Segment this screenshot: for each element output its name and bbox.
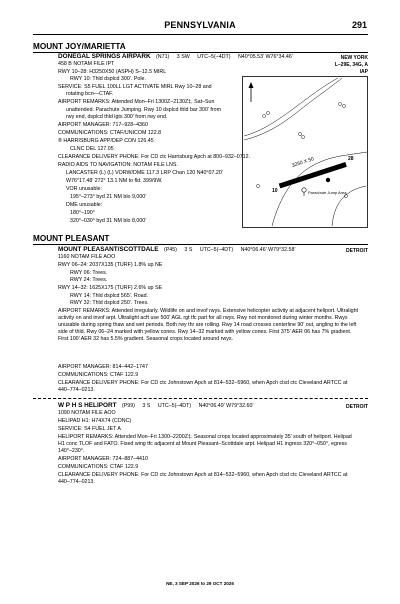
tree-icons xyxy=(256,102,347,197)
airport-distance: 3 S xyxy=(184,247,193,253)
chart-ref-ny: NEW YORK xyxy=(340,55,368,61)
airport-elev-line: 1090 NOTAM FILE AOO xyxy=(58,410,116,416)
runway-24-line: RWY 24: Trees. xyxy=(70,277,108,283)
runway-line-14-32: RWY 14–32: 1625X175 (TURF) 2.6% up SE xyxy=(58,285,163,291)
approach-line: ® HARRISBURG APP/DEP CON 126.45 xyxy=(58,138,154,144)
runway-06-line: RWY 06: Trees. xyxy=(70,270,108,276)
airport-coords: N40°05.53’ W76°34.46’ xyxy=(237,54,293,60)
airport-distance: 3 SW xyxy=(176,54,190,60)
airport-utc: UTC–5(–4DT) xyxy=(199,247,234,253)
remarks-line-2: unattended. Parachute Jumping. Rwy 10 dsplcd thld bar 300’ from xyxy=(66,107,221,113)
remarks-line-3: rwy end, dsplcd thld lgts 300’ from rwy end. xyxy=(66,114,168,120)
footer-effective-dates: NE, 3 SEP 2026 to 29 OCT 2026 xyxy=(166,581,234,586)
vor-unusable-1: 195°–273° byd 21 NM blo 9,000’ xyxy=(70,194,147,200)
rotating-beacon-icon xyxy=(326,178,330,182)
section-heading-mount-pleasant: MOUNT PLEASANT xyxy=(33,234,110,243)
chart-ref-iap: IAP xyxy=(359,69,368,75)
runway-dimension-label: 3250 X 50 xyxy=(291,156,315,169)
airport-elev-line: 1160 NOTAM FILE AOO xyxy=(58,254,116,260)
dme-unusable-2: 320°–030° byd 31 NM blo 8,000’ xyxy=(70,218,147,224)
manager-line: AIRPORT MANAGER: 814–442–1747 xyxy=(58,364,148,370)
dme-unusable-label: DME unusable: xyxy=(66,202,103,208)
helipad-line: HELIPAD H1: H74X74 (CONC) xyxy=(58,418,132,424)
parachute-jump-icon xyxy=(302,188,306,196)
airport-ident: (P99) xyxy=(121,403,135,409)
runway-14-line: RWY 14: Thld dsplcd 565’. Road. xyxy=(70,293,149,299)
chart-ref-l: L–29E, 34G, A xyxy=(334,62,368,68)
heliport-remarks-paragraph: HELIPORT REMARKS: Attended Mon–Fri 1300–2200Z‡. Seasonal crops located approximately 35’ south of heliport. Helipad H1 conc TLOF and FATO. Fixed wing tfc adjacent at Mount Pleasant–Scottdale arpt. Helipad H1 ingress 320°–050°, egress 140°–230°. xyxy=(58,434,352,454)
vortac-line-2: W76°17.48’ 272° 13.1 NM to fld. 399/9W. xyxy=(66,178,163,184)
airport-coords: N40°06.46’ W79°32.58’ xyxy=(240,247,296,253)
runway-end-10: 10 xyxy=(272,188,278,194)
airport-name: W P H S HELIPORT xyxy=(58,402,117,409)
service-line-2: rotating bcn—CTAF. xyxy=(66,91,114,97)
airport-ident: (N71) xyxy=(156,54,170,60)
clearance-line: CLEARANCE DELIVERY PHONE: For CD ctc Harrisburg Apch at 800–932–0712. xyxy=(58,154,251,160)
remarks-paragraph: AIRPORT REMARKS: Attended irregularly. Wildlife on and invof rwys. Extensive helicopter activity at adjacent heliport. Ultralight activity on and invof arpt. Ultralight acft use 500’ AGL rgt tfc part for all rwys. Rwy not monitored during winter months. Rwys unusable during spring thaw and wet periods. Both rwy thr are rolling. Rwy 14 road crosses centerline 90’ out, angling to the left side of thld. Rwy 06–24 marked with yellow cones. Rwy 14–32 marked with yellow cones. First 375’ AER 06 has 7% gradient. First 100’ AER 32 has 5.5% gradient. Seasonal crops located around rwys. xyxy=(58,308,358,342)
header-rule xyxy=(33,34,368,35)
chart-ref-detroit: DETROIT xyxy=(346,248,368,254)
page-number: 291 xyxy=(351,20,367,30)
diagram-frame xyxy=(243,77,368,228)
comms-line: COMMUNICATIONS: CTAF 122.9 xyxy=(58,372,139,378)
runway-32-line: RWY 32: Thld dsplcd 250’. Trees. xyxy=(70,300,149,306)
chart-ref-detroit: DETROIT xyxy=(346,404,368,410)
airport-diagram xyxy=(242,76,368,228)
service-line: SERVICE: S4 FUEL JET A xyxy=(58,426,121,432)
section-rule xyxy=(33,244,368,245)
diagram-road-3 xyxy=(272,152,367,226)
runway-line: RWY 10–28: H3250X50 (ASPH) S–12.5 MIRL xyxy=(58,69,167,75)
north-arrow-icon xyxy=(249,82,254,102)
remarks-line-1: AIRPORT REMARKS: Attended Mon–Fri 1300Z–2130Z‡, Sat–Sun xyxy=(58,99,215,105)
airport-coords: N40°06.49’ W79°32.60’ xyxy=(198,403,254,409)
dme-unusable-1: 180°–190° xyxy=(70,210,95,216)
airport-utc: UTC–5(–4DT) xyxy=(197,54,231,60)
airport-elev-line: 458 B NOTAM FILE IPT xyxy=(58,61,115,67)
service-line: SERVICE: S5 FUEL 100LL LGT ACTIVATE MIRL Rwy 10–28 and xyxy=(58,84,212,90)
clnc-del-line: CLNC DEL 127.05 xyxy=(70,146,114,152)
clearance-paragraph: CLEARANCE DELIVERY PHONE: For CD ctc Johnstown Apch at 814–532–5960, when Apch clsd ctc Cleveland ARTCC at 440–774–0213. xyxy=(58,472,348,485)
diagram-road-1 xyxy=(244,78,338,136)
comms-line: COMMUNICATIONS: CTAF 122.9 xyxy=(58,464,139,470)
runway-end-28: 28 xyxy=(348,156,354,162)
vor-unusable-label: VOR unusable: xyxy=(66,186,102,192)
runway-10-28 xyxy=(279,162,347,188)
airport-utc: UTC–5(–4DT) xyxy=(157,403,192,409)
comms-line: COMMUNICATIONS: CTAF/UNICOM 122.8 xyxy=(58,130,162,136)
runway-line-06-24: RWY 06–24: 2037X135 (TURF) 1.8% up NE xyxy=(58,262,163,268)
clearance-paragraph: CLEARANCE DELIVERY PHONE: For CD ctc Johnstown Apch at 814–532–5960, when Apch clsd ctc Cleveland ARTCC at 440–774–0213. xyxy=(58,380,348,393)
jump-area-label: Parachute Jump Area xyxy=(308,190,347,195)
entry-separator xyxy=(33,398,368,399)
page-title: PENNSYLVANIA xyxy=(164,20,236,30)
manager-line: AIRPORT MANAGER: 717–928–4360 xyxy=(58,122,148,128)
section-heading-mount-joy: MOUNT JOY/MARIETTA xyxy=(33,42,126,51)
manager-line: AIRPORT MANAGER: 724–887–4410 xyxy=(58,456,148,462)
radio-aids-line: RADIO AIDS TO NAVIGATION: NOTAM FILE LNS. xyxy=(58,162,178,168)
airport-name: DONEGAL SPRINGS AIRPARK xyxy=(58,53,151,60)
runway-10-line: RWY 10: Thld dsplcd 300’. Pole. xyxy=(70,76,146,82)
airport-distance: 3 S xyxy=(142,403,151,409)
airport-name: MOUNT PLEASANT/SCOTTDALE xyxy=(58,246,159,253)
airport-ident: (P45) xyxy=(163,247,177,253)
vortac-line-1: LANCASTER (L) (L) VORW/DME 117.3 LRP Chan 120 N40°07.20’ xyxy=(66,170,223,176)
